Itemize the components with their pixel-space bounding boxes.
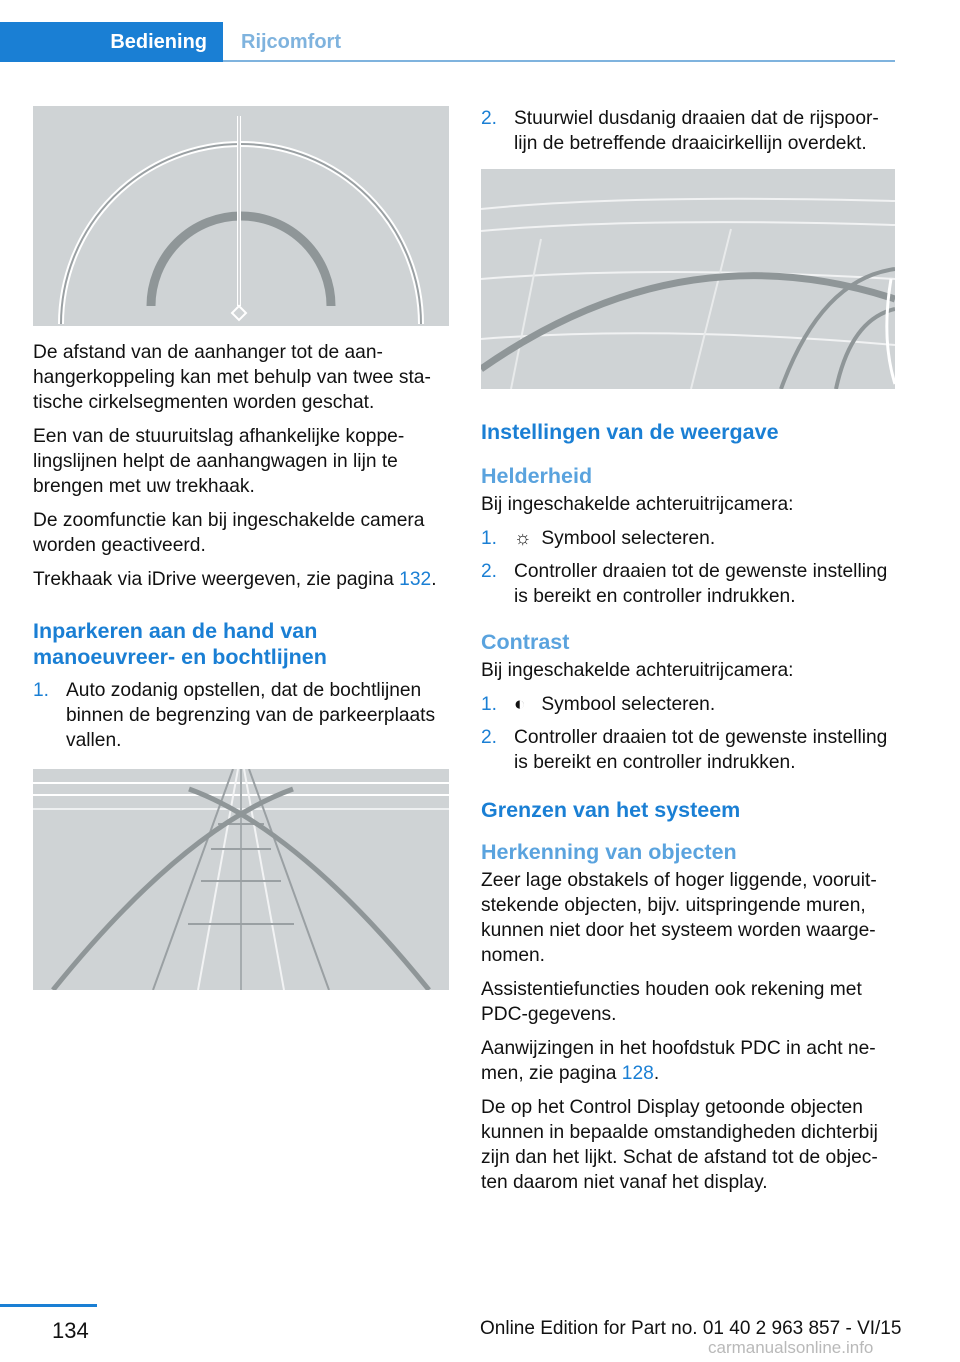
paragraph-coupling-lines: Een van de stuuruitslag afhankelijke koppelingslijnen helpt de aanhangwagen in lijn te brengen met uw trekhaak. [33, 426, 405, 497]
list-item: 1. Auto zodanig opstellen, dat de bochtlijnen binnen de begrenzing van de parkeerplaats vallen. [33, 680, 436, 751]
paragraph-zoom: De zoomfunctie kan bij ingeschakelde camera worden geactiveerd. [33, 510, 425, 556]
chapter-tabs [0, 22, 895, 62]
left-column [33, 106, 449, 990]
footer-rule [0, 1304, 97, 1307]
list-item: 2. Stuurwiel dusdanig draaien dat de rijspoorlijn de betreffende draaicirkellijn overdekt. [481, 108, 879, 154]
heading-brightness: Helderheid [481, 464, 593, 488]
trailer-coupling-image [33, 106, 449, 326]
paragraph-distance: De afstand van de aanhanger tot de aanhangerkoppeling kan met behulp van twee statische cirkelsegmenten worden geschat. [33, 342, 431, 413]
parking-lines-image [33, 769, 449, 990]
page-link-132[interactable]: 132 [399, 569, 432, 590]
tab-bediening[interactable]: Bediening [0, 22, 223, 62]
heading-contrast: Contrast [481, 630, 570, 654]
tab-rijcomfort[interactable]: Rijcomfort [241, 31, 341, 53]
list-item: 2. Controller draaien tot de gewenste instelling is bereikt en controller indrukken. [481, 727, 888, 773]
list-item: 2. Controller draaien tot de gewenste instelling is bereikt en controller indrukken. [481, 561, 888, 607]
turning-circle-image [481, 169, 895, 389]
list-item: 1. ◐ Symbool selecteren. [481, 694, 716, 715]
heading-parking: Inparkeren aan de hand van manoeuvreer- en bochtlijnen [33, 619, 327, 669]
brightness-icon[interactable]: ☼ [514, 528, 532, 549]
watermark: carmanualsonline.info [708, 1338, 874, 1357]
paragraph-pdc-reference: Aanwijzingen in het hoofdstuk PDC in acht nemen, zie pagina 128. [481, 1038, 876, 1084]
contrast-steps [481, 692, 895, 775]
right-column [481, 106, 895, 1204]
heading-object-detection: Herkenning van objecten [481, 840, 737, 864]
contrast-intro: Bij ingeschakelde achteruitrijcamera: [481, 660, 794, 681]
parking-steps-continued [481, 106, 895, 156]
page-link-128[interactable]: 128 [621, 1063, 654, 1084]
parking-steps [33, 678, 449, 753]
paragraph-obstacles: Zeer lage obstakels of hoger liggende, vooruitstekende objecten, bijv. uitspringende muren, kunnen niet door het systeem worden waargenomen. [481, 870, 877, 966]
paragraph-pdc: Assistentiefuncties houden ook rekening met PDC-gegevens. [481, 979, 862, 1025]
paragraph-idrive: Trekhaak via iDrive weergeven, zie pagina 132. [33, 569, 437, 590]
brightness-intro: Bij ingeschakelde achteruitrijcamera: [481, 494, 794, 515]
heading-display-settings: Instellingen van de weergave [481, 420, 779, 444]
list-item: 1. ☼ Symbool selecteren. [481, 528, 716, 549]
page-number: 134 [52, 1318, 89, 1343]
contrast-icon[interactable]: ◐ [514, 694, 526, 715]
edition-note: Online Edition for Part no. 01 40 2 963 857 - VI/15 [480, 1318, 902, 1339]
tab-underline [223, 60, 895, 62]
paragraph-display-distance: De op het Control Display getoonde objecten kunnen in bepaalde omstandigheden dichterbij zijn dan het lijkt. Schat de afstand tot de objecten daarom niet vanaf het display. [481, 1097, 878, 1193]
heading-system-limits: Grenzen van het systeem [481, 798, 741, 822]
brightness-steps [481, 526, 895, 609]
